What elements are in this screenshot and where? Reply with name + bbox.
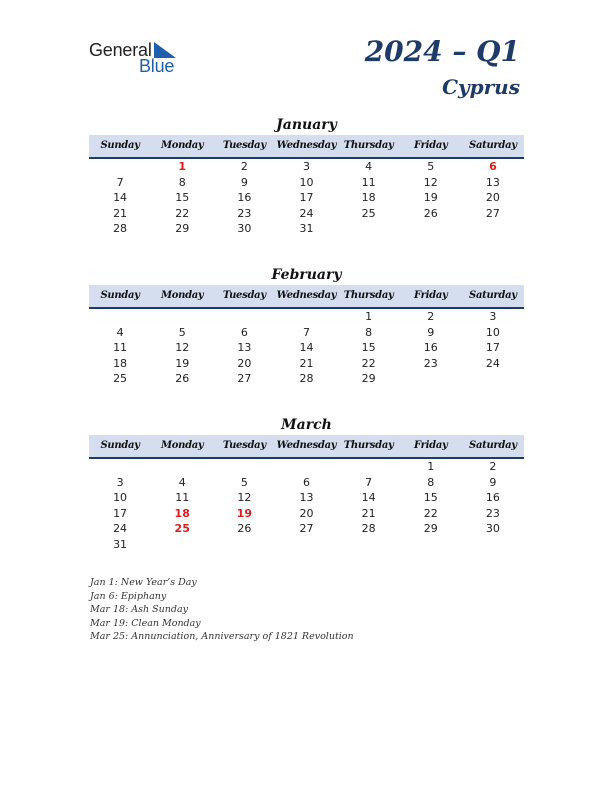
day-cell: 14 — [361, 491, 376, 504]
day-cell: 11 — [113, 341, 128, 354]
day-cell: 27 — [237, 372, 252, 385]
day-cell: 30 — [485, 522, 500, 535]
day-cell: 18 — [113, 356, 128, 370]
weekday-sunday: Sunday — [100, 290, 140, 301]
page-title: 2024 – Q1 — [364, 35, 520, 68]
week-row — [89, 521, 524, 537]
day-cell: 9 — [240, 175, 248, 189]
weekday-sunday: Sunday — [100, 440, 140, 451]
day-cell: 11 — [175, 491, 190, 504]
day-cell: 26 — [423, 206, 438, 220]
day-cell: 29 — [175, 222, 190, 235]
weekday-wednesday: Wednesday — [276, 440, 337, 451]
weekday-thursday: Thursday — [343, 140, 394, 151]
empty-day-cell — [400, 371, 462, 387]
holiday-note: Jan 1: New Year’s Day — [90, 577, 197, 588]
day-cell: 25 — [361, 206, 376, 220]
day-cell: 5 — [427, 160, 435, 173]
day-cell: 24 — [113, 522, 128, 535]
day-cell: 13 — [237, 341, 252, 354]
day-cell: 8 — [178, 175, 186, 189]
empty-day-cell — [462, 537, 524, 553]
day-cell: 26 — [175, 372, 190, 385]
day-cell: 10 — [113, 491, 128, 504]
day-cell: 20 — [485, 191, 500, 204]
day-cell: 19 — [236, 506, 252, 520]
weekday-tuesday: Tuesday — [222, 140, 266, 151]
month-february — [89, 265, 524, 387]
weekday-header-row — [89, 435, 524, 459]
week-row — [89, 371, 524, 387]
day-cell: 28 — [299, 372, 314, 385]
day-cell: 9 — [427, 325, 435, 339]
empty-day-cell — [151, 309, 213, 325]
day-cell: 24 — [299, 206, 314, 220]
weekday-friday: Friday — [414, 140, 448, 151]
week-row — [89, 325, 524, 341]
day-cell: 6 — [302, 475, 310, 489]
day-cell: 5 — [178, 325, 186, 339]
weekday-header-row — [89, 285, 524, 309]
day-cell: 20 — [299, 506, 314, 520]
week-row — [89, 459, 524, 475]
day-cell: 3 — [489, 310, 497, 323]
week-row — [89, 190, 524, 206]
day-cell: 20 — [237, 356, 252, 370]
day-cell: 3 — [116, 475, 124, 489]
logo-word-blue: Blue — [139, 56, 175, 76]
weekday-saturday: Saturday — [469, 290, 517, 301]
empty-day-cell — [151, 537, 213, 553]
day-cell: 15 — [423, 491, 438, 504]
weekday-monday: Monday — [160, 440, 204, 451]
weekday-saturday: Saturday — [469, 140, 517, 151]
week-row — [89, 340, 524, 356]
day-cell: 10 — [299, 175, 314, 189]
day-cell: 18 — [361, 191, 376, 204]
holiday-note: Mar 18: Ash Sunday — [90, 604, 188, 615]
day-cell: 13 — [485, 175, 500, 189]
weekday-friday: Friday — [414, 290, 448, 301]
weekday-monday: Monday — [160, 290, 204, 301]
day-cell: 2 — [489, 460, 497, 473]
day-cell: 17 — [485, 341, 500, 354]
weekday-saturday: Saturday — [469, 440, 517, 451]
day-cell: 23 — [485, 506, 500, 520]
week-row — [89, 490, 524, 506]
weekday-wednesday: Wednesday — [276, 140, 337, 151]
empty-day-cell — [213, 537, 275, 553]
day-cell: 16 — [423, 341, 438, 354]
empty-day-cell — [462, 371, 524, 387]
day-cell: 9 — [489, 475, 497, 489]
empty-day-cell — [89, 159, 151, 175]
empty-day-cell — [89, 459, 151, 475]
day-cell: 16 — [485, 491, 500, 504]
day-cell: 5 — [240, 475, 248, 489]
day-cell: 25 — [174, 522, 190, 535]
day-cell: 21 — [361, 506, 376, 520]
day-cell: 16 — [237, 191, 252, 204]
month-title: March — [281, 417, 332, 433]
empty-day-cell — [400, 537, 462, 553]
day-cell: 4 — [178, 475, 186, 489]
day-cell: 21 — [299, 356, 314, 370]
day-cell: 6 — [240, 325, 248, 339]
day-cell: 23 — [237, 206, 252, 220]
day-cell: 8 — [427, 475, 435, 489]
weekday-wednesday: Wednesday — [276, 290, 337, 301]
day-cell: 7 — [365, 475, 373, 489]
day-cell: 14 — [113, 191, 128, 204]
weekday-monday: Monday — [160, 140, 204, 151]
week-row — [89, 356, 524, 372]
day-cell: 7 — [302, 325, 310, 339]
empty-day-cell — [338, 221, 400, 237]
day-cell: 13 — [299, 491, 314, 504]
week-row — [89, 506, 524, 522]
day-cell: 29 — [423, 522, 438, 535]
day-cell: 29 — [361, 372, 376, 385]
day-cell: 15 — [361, 341, 376, 354]
day-cell: 27 — [485, 206, 500, 220]
week-row — [89, 159, 524, 175]
weekday-thursday: Thursday — [343, 440, 394, 451]
month-january — [89, 115, 524, 237]
day-cell: 3 — [302, 160, 310, 173]
day-cell: 26 — [237, 522, 252, 535]
day-cell: 19 — [423, 191, 438, 204]
day-cell: 2 — [240, 160, 248, 173]
week-row — [89, 475, 524, 491]
day-cell: 10 — [485, 325, 500, 339]
logo-word-general: General — [89, 40, 152, 60]
holiday-note: Mar 19: Clean Monday — [90, 617, 201, 629]
weekday-thursday: Thursday — [343, 290, 394, 301]
week-row — [89, 175, 524, 191]
day-cell: 7 — [116, 175, 124, 189]
day-cell: 12 — [423, 175, 438, 189]
day-cell: 15 — [175, 191, 190, 204]
empty-day-cell — [338, 537, 400, 553]
day-cell: 8 — [365, 325, 373, 339]
day-cell: 1 — [365, 310, 373, 323]
month-title: January — [276, 117, 337, 133]
empty-day-cell — [275, 459, 337, 475]
day-cell: 22 — [361, 356, 376, 370]
weekday-header-row — [89, 135, 524, 159]
day-cell: 1 — [178, 160, 187, 173]
holiday-note: Mar 25: Annunciation, Anniversary of 1821 Revolution — [90, 631, 354, 642]
month-title: February — [271, 267, 342, 283]
day-cell: 25 — [113, 372, 128, 385]
day-cell: 22 — [423, 506, 438, 520]
week-row — [89, 221, 524, 237]
empty-day-cell — [89, 309, 151, 325]
empty-day-cell — [275, 537, 337, 553]
day-cell: 11 — [361, 175, 376, 189]
empty-day-cell — [213, 459, 275, 475]
day-cell: 24 — [485, 356, 500, 370]
weekday-friday: Friday — [414, 440, 448, 451]
day-cell: 17 — [299, 191, 314, 204]
day-cell: 28 — [113, 222, 128, 235]
day-cell: 6 — [489, 160, 497, 173]
day-cell: 19 — [175, 356, 190, 370]
country-title: Cyprus — [442, 75, 520, 99]
empty-day-cell — [213, 309, 275, 325]
day-cell: 14 — [299, 341, 314, 354]
day-cell: 4 — [116, 325, 124, 339]
holiday-notes — [90, 576, 354, 644]
week-row — [89, 206, 524, 222]
day-cell: 21 — [113, 206, 128, 220]
weekday-sunday: Sunday — [100, 140, 140, 151]
day-cell: 2 — [427, 310, 435, 323]
day-cell: 12 — [237, 491, 252, 504]
holiday-note: Jan 6: Epiphany — [90, 590, 167, 602]
day-cell: 17 — [113, 506, 128, 520]
day-cell: 28 — [361, 522, 376, 535]
day-cell: 27 — [299, 522, 314, 535]
day-cell: 31 — [113, 537, 128, 551]
week-row — [89, 537, 524, 553]
day-cell: 4 — [365, 160, 373, 173]
day-cell: 30 — [237, 222, 252, 235]
empty-day-cell — [462, 221, 524, 237]
month-march — [89, 415, 524, 552]
empty-day-cell — [338, 459, 400, 475]
day-cell: 31 — [299, 222, 314, 235]
day-cell: 12 — [175, 341, 190, 354]
day-cell: 23 — [423, 356, 438, 370]
day-cell: 22 — [175, 206, 190, 220]
empty-day-cell — [400, 221, 462, 237]
weekday-tuesday: Tuesday — [222, 440, 266, 451]
logo — [89, 40, 189, 76]
empty-day-cell — [275, 309, 337, 325]
day-cell: 18 — [174, 506, 190, 520]
empty-day-cell — [151, 459, 213, 475]
day-cell: 1 — [427, 460, 435, 473]
week-row — [89, 309, 524, 325]
weekday-tuesday: Tuesday — [222, 290, 266, 301]
